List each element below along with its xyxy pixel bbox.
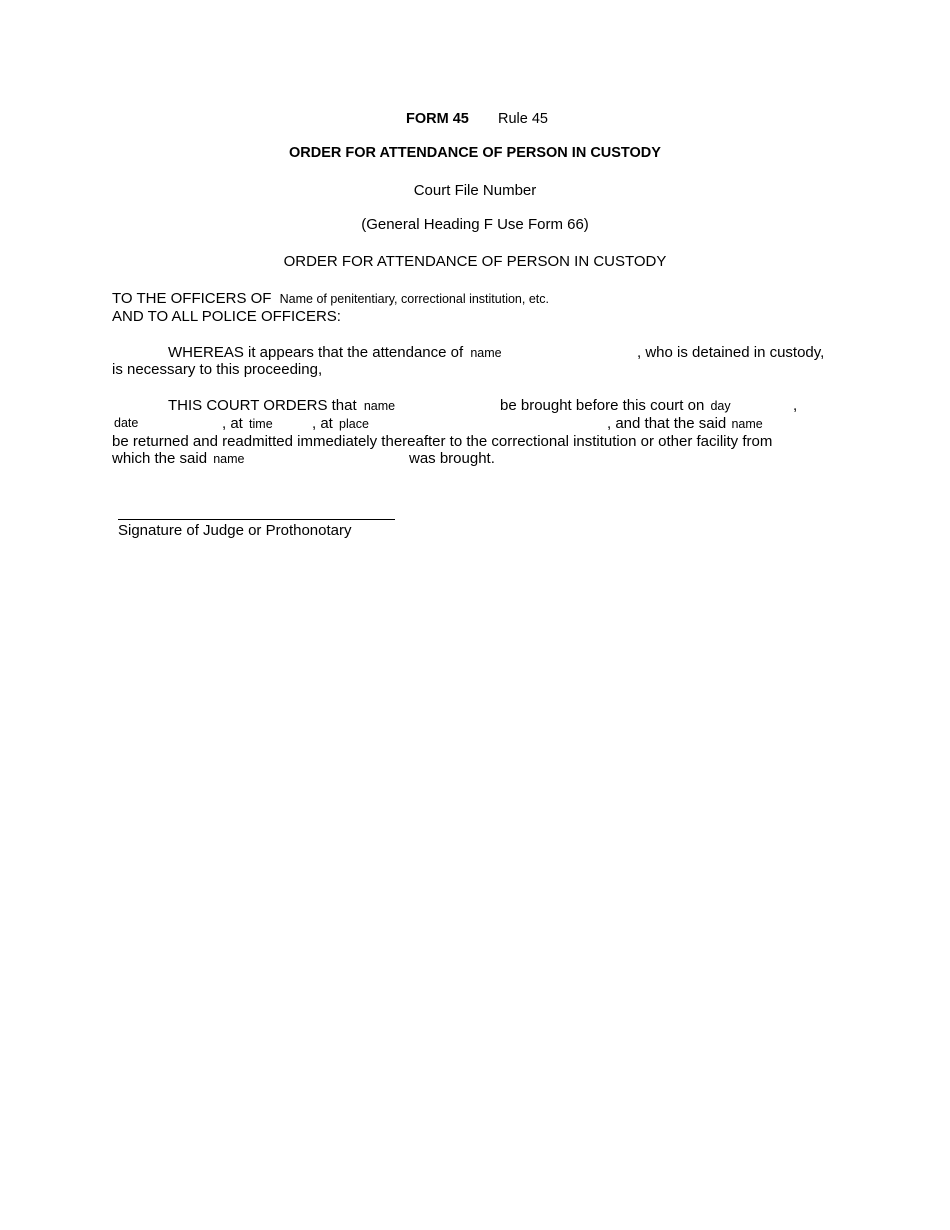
whereas-lead: WHEREAS it appears that the attendance of — [168, 344, 464, 361]
whereas-line-1 — [168, 344, 502, 361]
form-title: ORDER FOR ATTENDANCE OF PERSON IN CUSTODY — [289, 145, 661, 161]
order-place-field[interactable]: place — [339, 417, 369, 431]
order-line-1 — [168, 397, 395, 414]
order-lead: THIS COURT ORDERS that — [168, 397, 357, 414]
form-number: FORM 45 — [406, 111, 469, 127]
order-at-2: , at — [312, 415, 333, 432]
to-officers-line — [112, 290, 549, 307]
order-brought-text: be brought before this court on — [500, 397, 705, 414]
order-time-field[interactable]: time — [249, 417, 273, 431]
order-name-field-2[interactable]: name — [731, 417, 763, 431]
order-at-time-line — [222, 415, 273, 432]
signature-label: Signature of Judge or Prothonotary — [118, 522, 352, 539]
court-file-number: Court File Number — [413, 182, 537, 199]
order-at-place-line — [312, 415, 369, 432]
whereas-detained: , who is detained in custody, — [637, 344, 825, 361]
rule-number: Rule 45 — [498, 111, 548, 127]
order-line-3: be returned and readmitted immediately thereafter to the correctional institution or other facility from — [112, 433, 773, 450]
order-was-brought: was brought. — [409, 450, 495, 467]
order-name-field[interactable]: name — [363, 399, 396, 413]
to-officers-text: TO THE OFFICERS OF — [112, 290, 272, 307]
order-said-text: , and that the said — [607, 415, 727, 432]
whereas-name-field[interactable]: name — [470, 346, 502, 360]
institution-field[interactable]: Name of penitentiary, correctional institution, etc. — [279, 292, 549, 306]
order-at-1: , at — [222, 415, 243, 432]
order-said-line — [607, 415, 763, 432]
order-comma: , — [793, 397, 798, 414]
order-name-field-3[interactable]: name — [213, 452, 245, 466]
order-line-4 — [112, 450, 245, 467]
whereas-line-2: is necessary to this proceeding, — [112, 361, 323, 378]
police-officers-line: AND TO ALL POLICE OFFICERS: — [112, 308, 341, 325]
signature-line[interactable] — [118, 519, 395, 520]
order-subtitle: ORDER FOR ATTENDANCE OF PERSON IN CUSTODY — [283, 253, 667, 270]
order-day-field[interactable]: day — [710, 399, 731, 413]
order-which-text: which the said — [112, 450, 208, 467]
general-heading: (General Heading F Use Form 66) — [361, 216, 589, 233]
order-brought-line — [500, 397, 731, 414]
order-date-field[interactable]: date — [114, 416, 139, 430]
